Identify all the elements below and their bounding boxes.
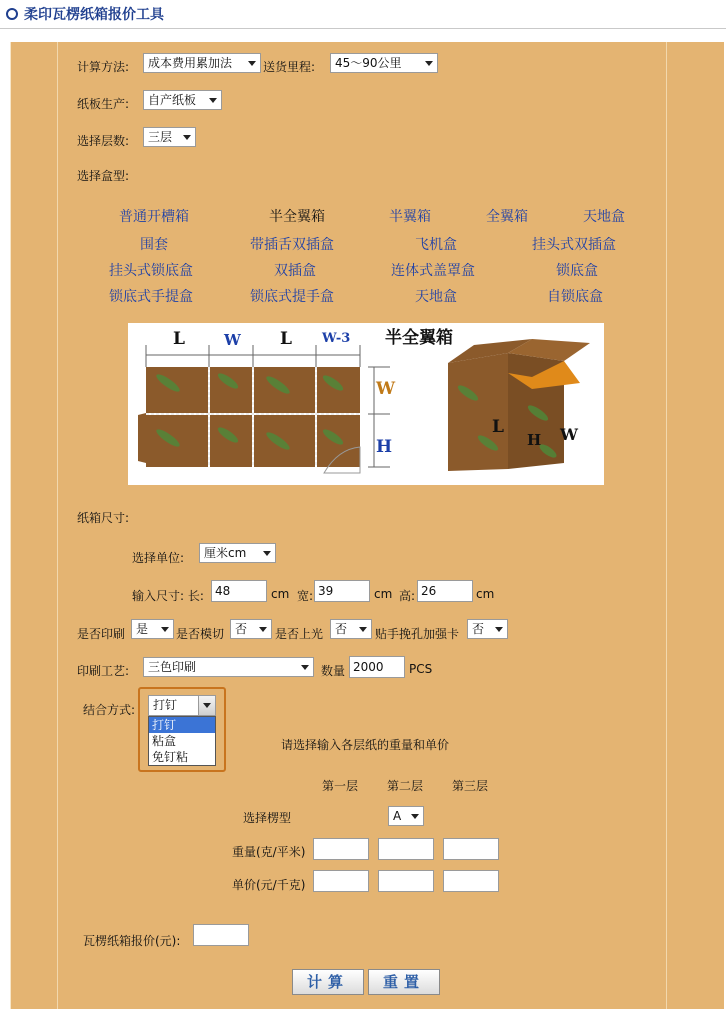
flute-value: A [393, 809, 402, 823]
layer-header: 第二层 [387, 779, 424, 793]
printing-label: 印刷工艺: [77, 664, 130, 678]
die-cut-value: 否 [235, 622, 248, 636]
layer-header: 第三层 [452, 779, 489, 793]
length-input[interactable]: 48 [211, 580, 267, 602]
unit-value: 厘米cm [204, 546, 247, 560]
side-w-label: W [376, 379, 396, 399]
die-cut-select[interactable] [230, 619, 272, 639]
die-cut-label: 是否模切 [176, 627, 225, 641]
distance-value: 45～90公里 [335, 56, 402, 70]
box-type-link[interactable]: 半翼箱 [389, 209, 431, 225]
board-select[interactable] [143, 90, 222, 110]
print-select[interactable] [131, 619, 174, 639]
print-label: 是否印刷 [77, 627, 126, 641]
layers-value: 三层 [148, 130, 173, 144]
size-section-label: 纸箱尺寸: [77, 511, 130, 525]
box-type-link[interactable]: 带插舌双插盒 [250, 237, 334, 253]
calc-method-label: 计算方法: [77, 60, 130, 74]
gloss-value: 否 [335, 622, 348, 636]
handle-value: 否 [472, 622, 485, 636]
box-type-link[interactable]: 天地盒 [415, 289, 457, 305]
chevron-down-icon [248, 61, 256, 66]
calc-method-select[interactable] [143, 53, 261, 73]
handle-label: 贴手挽孔加强卡 [375, 627, 460, 641]
box-type-link[interactable]: 挂头式锁底盒 [109, 263, 193, 279]
box-type-link[interactable]: 锁底式手提盒 [109, 289, 193, 305]
box-type-link[interactable]: 普通开槽箱 [119, 209, 189, 225]
chevron-down-icon [259, 627, 267, 632]
height-input[interactable]: 26 [417, 580, 473, 602]
layer-header: 第一层 [322, 779, 359, 793]
chevron-down-icon [411, 814, 419, 819]
box-type-link[interactable]: 锁底式提手盒 [250, 289, 334, 305]
weight-input-layer1[interactable] [313, 838, 369, 860]
quantity-unit: PCS [409, 662, 433, 676]
title-bar [0, 0, 726, 29]
weight-label: 重量(克/平米) [232, 845, 306, 859]
layers-hint: 请选择输入各层纸的重量和单价 [281, 738, 450, 752]
printing-select[interactable] [143, 657, 314, 677]
width-label: 宽: [297, 589, 314, 603]
chevron-down-icon [263, 551, 271, 556]
box-type-link[interactable]: 天地盒 [583, 209, 625, 225]
flute-select[interactable] [388, 806, 424, 826]
binding-dropdown-list [148, 716, 216, 766]
weight-input-layer3[interactable] [443, 838, 499, 860]
box-type-link[interactable]: 飞机盒 [415, 237, 457, 253]
handle-select[interactable] [467, 619, 508, 639]
unit-label: 选择单位: [132, 551, 185, 565]
box-type-link[interactable]: 全翼箱 [486, 209, 528, 225]
box-w-label: W [560, 425, 578, 444]
distance-label: 送货里程: [263, 60, 316, 74]
box-diagram [128, 323, 604, 485]
box-type-link[interactable]: 挂头式双插盒 [532, 237, 616, 253]
chevron-down-icon [203, 703, 211, 708]
chevron-down-icon [495, 627, 503, 632]
box-h-label: H [527, 431, 542, 449]
form-inner-frame [57, 42, 667, 1009]
unit-select[interactable] [199, 543, 276, 563]
binding-value: 打钉 [153, 698, 178, 712]
quote-label: 瓦楞纸箱报价(元): [83, 934, 181, 948]
price-input-layer2[interactable] [378, 870, 434, 892]
chevron-down-icon [425, 61, 433, 66]
chevron-down-icon [161, 627, 169, 632]
box-type-label: 选择盒型: [77, 169, 130, 183]
box-type-link[interactable]: 围套 [140, 237, 168, 253]
flute-label: 选择楞型 [243, 811, 292, 825]
dim-label: W-3 [322, 331, 351, 346]
binding-option-highlighted[interactable]: 打钉 [149, 717, 215, 733]
binding-option[interactable]: 免钉粘 [152, 750, 189, 764]
height-unit: cm [476, 587, 495, 601]
price-input-layer3[interactable] [443, 870, 499, 892]
calculate-button[interactable]: 计算 [292, 969, 364, 995]
page-title: 柔印瓦楞纸箱报价工具 [24, 7, 164, 23]
box-type-link[interactable]: 双插盒 [274, 263, 316, 279]
gloss-select[interactable] [330, 619, 372, 639]
board-label: 纸板生产: [77, 97, 130, 111]
quantity-input[interactable]: 2000 [349, 656, 405, 678]
box-type-link[interactable]: 自锁底盒 [547, 289, 603, 305]
gloss-label: 是否上光 [275, 627, 324, 641]
box-type-link-selected[interactable]: 半全翼箱 [269, 209, 325, 225]
height-label: 高: [399, 589, 416, 603]
chevron-down-icon [301, 665, 309, 670]
dim-label: W [224, 331, 241, 349]
box-type-link[interactable]: 锁底盒 [556, 263, 598, 279]
dim-label: L [280, 329, 292, 349]
length-unit: cm [271, 587, 290, 601]
diagram-title: 半全翼箱 [385, 328, 453, 348]
chevron-down-icon [183, 135, 191, 140]
weight-input-layer2[interactable] [378, 838, 434, 860]
box-diagram-drawing [128, 323, 604, 485]
reset-button[interactable]: 重置 [368, 969, 440, 995]
binding-dropdown-button[interactable] [198, 696, 215, 715]
price-label: 单价(元/千克) [232, 878, 306, 892]
quantity-label: 数量 [321, 664, 346, 678]
box-l-label: L [492, 417, 504, 437]
calc-method-value: 成本费用累加法 [148, 56, 233, 70]
quote-output[interactable] [193, 924, 249, 946]
printing-value: 三色印刷 [148, 660, 197, 674]
dim-label: L [173, 329, 185, 349]
price-input-layer1[interactable] [313, 870, 369, 892]
binding-select[interactable] [148, 695, 216, 716]
layers-select[interactable] [143, 127, 196, 147]
chevron-down-icon [359, 627, 367, 632]
width-input[interactable]: 39 [314, 580, 370, 602]
circle-bullet-icon [6, 8, 18, 20]
width-unit: cm [374, 587, 393, 601]
board-value: 自产纸板 [148, 93, 197, 107]
distance-select[interactable] [330, 53, 438, 73]
side-h-label: H [376, 437, 393, 457]
print-value: 是 [136, 622, 149, 636]
size-input-label: 输入尺寸: 长: [132, 589, 204, 603]
box-type-link[interactable]: 连体式盖罩盒 [391, 263, 475, 279]
layers-label: 选择层数: [77, 134, 130, 148]
binding-label: 结合方式: [83, 703, 136, 717]
chevron-down-icon [209, 98, 217, 103]
binding-option[interactable]: 粘盒 [152, 734, 177, 748]
